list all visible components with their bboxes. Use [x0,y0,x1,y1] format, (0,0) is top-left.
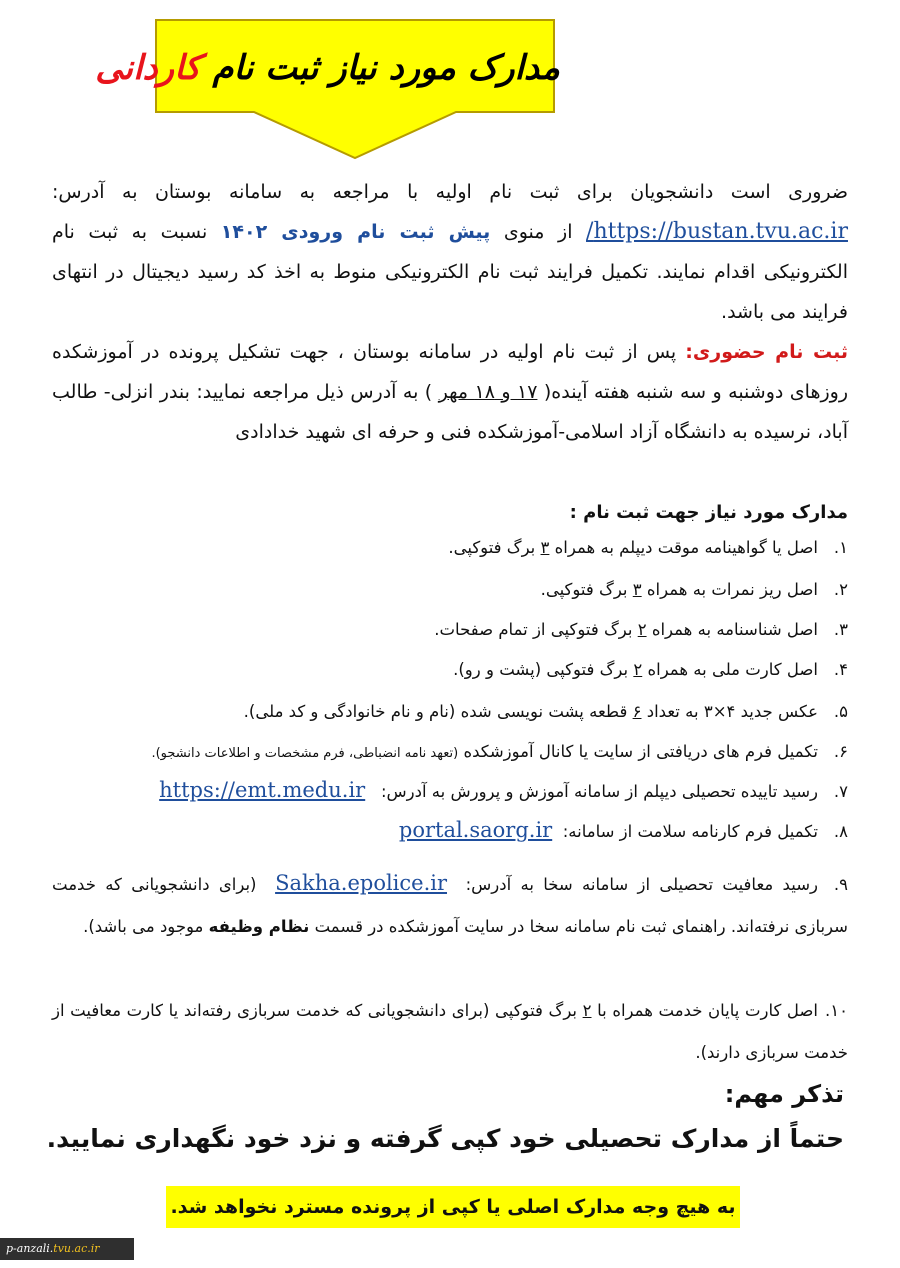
registration-dates: ۱۷ و ۱۸ مهر [438,381,538,403]
arrow-shape [150,14,560,164]
intro-paragraph: ضروری است دانشجویان برای ثبت نام اولیه با مراجعه به سامانه بوستان به آدرس: https://bustan.tvu.ac.ir/ از منوی پیش ثبت نام ورودی ۱۴۰۲ نسبت به ثبت نام الکترونیکی اقدام نمایند. تکمیل فرایند ثبت نام الکترونیکی منوط به اخذ کد رسید دیجیتال در انتهای فرایند می باشد. ثبت نام حضوری: پس از ثبت نام اولیه در سامانه بوستان ، جهت تشکیل پرونده در آموزشکده روزهای دوشنبه و سه شنبه هفته آینده( ۱۷ و ۱۸ مهر ) به آدرس ذیل مراجعه نمایید: بندر انزلی- طالب آباد، نرسیده به دانشگاه آزاد اسلامی-آموزشکده فنی و حرفه ای شهید خدادادی [52,181,848,443]
list-item: ۵.عکس جدید ۴×۳ به تعداد ۶ قطعه پشت نویسی شده (نام و نام خانوادگی و کد ملی). [243,702,848,721]
list-item: ۴.اصل کارت ملی به همراه ۲ برگ فتوکپی (پشت و رو). [453,660,848,679]
menu-name: پیش ثبت نام ورودی ۱۴۰۲ [220,221,491,243]
list-item: ۶.تکمیل فرم های دریافتی از سایت یا کانال آموزشکده (تعهد نامه انضباطی، فرم مشخصات و اطلاعات دانشجو). [151,742,848,761]
list-item: ۹.رسید معافیت تحصیلی از سامانه سخا به آدرس: Sakha.epolice.ir (برای دانشجویانی که خدمت سربازی نرفته‌اند. راهنمای ثبت نام سامانه سخا در سایت آموزشکده در قسمت نظام وظیفه موجود می باشد). [52,871,848,936]
emt-link[interactable]: https://emt.medu.ir [159,778,366,802]
list-item: ۷.رسید تاییده تحصیلی دیپلم از سامانه آموزش و پرورش به آدرس: https://emt.medu.ir [159,778,848,802]
bustan-link[interactable]: https://bustan.tvu.ac.ir/ [586,219,848,244]
inperson-label: ثبت نام حضوری: [685,341,848,363]
list-item: ۳.اصل شناسنامه به همراه ۲ برگ فتوکپی از تمام صفحات. [434,620,848,639]
banner-title-main: مدارک مورد نیاز ثبت نام [212,48,560,88]
footer-watermark: p-anzali.tvu.ac.ir [0,1238,134,1260]
sakha-link[interactable]: Sakha.epolice.ir [275,871,448,895]
docs-heading: مدارک مورد نیاز جهت ثبت نام : [569,502,848,523]
banner-title-accent: کاردانی [95,48,201,88]
list-item: ۸.تکمیل فرم کارنامه سلامت از سامانه: portal.saorg.ir [398,818,848,842]
important-note-text: حتماً از مدارک تحصیلی خود کپی گرفته و نزد خود نگهداری نمایید. [46,1124,844,1153]
list-item: ۲.اصل ریز نمرات به همراه ۳ برگ فتوکپی. [540,580,848,599]
list-item: ۱.اصل یا گواهینامه موقت دیپلم به همراه ۳ برگ فتوکپی. [448,538,848,557]
title-banner-arrow [95,14,560,164]
saorg-link[interactable]: portal.saorg.ir [398,818,553,842]
list-item: ۱۰.اصل کارت پایان خدمت همراه با ۲ برگ فتوکپی (برای دانشجویانی که خدمت سربازی رفته‌اند یا کارت معافیت از خدمت سربازی دارند). [52,1001,849,1062]
banner-title [95,48,560,88]
important-note-title: تذکر مهم: [724,1080,844,1108]
warning-highlight: به هیچ وجه مدارک اصلی یا کپی از پرونده مسترد نخواهد شد. [166,1186,740,1228]
